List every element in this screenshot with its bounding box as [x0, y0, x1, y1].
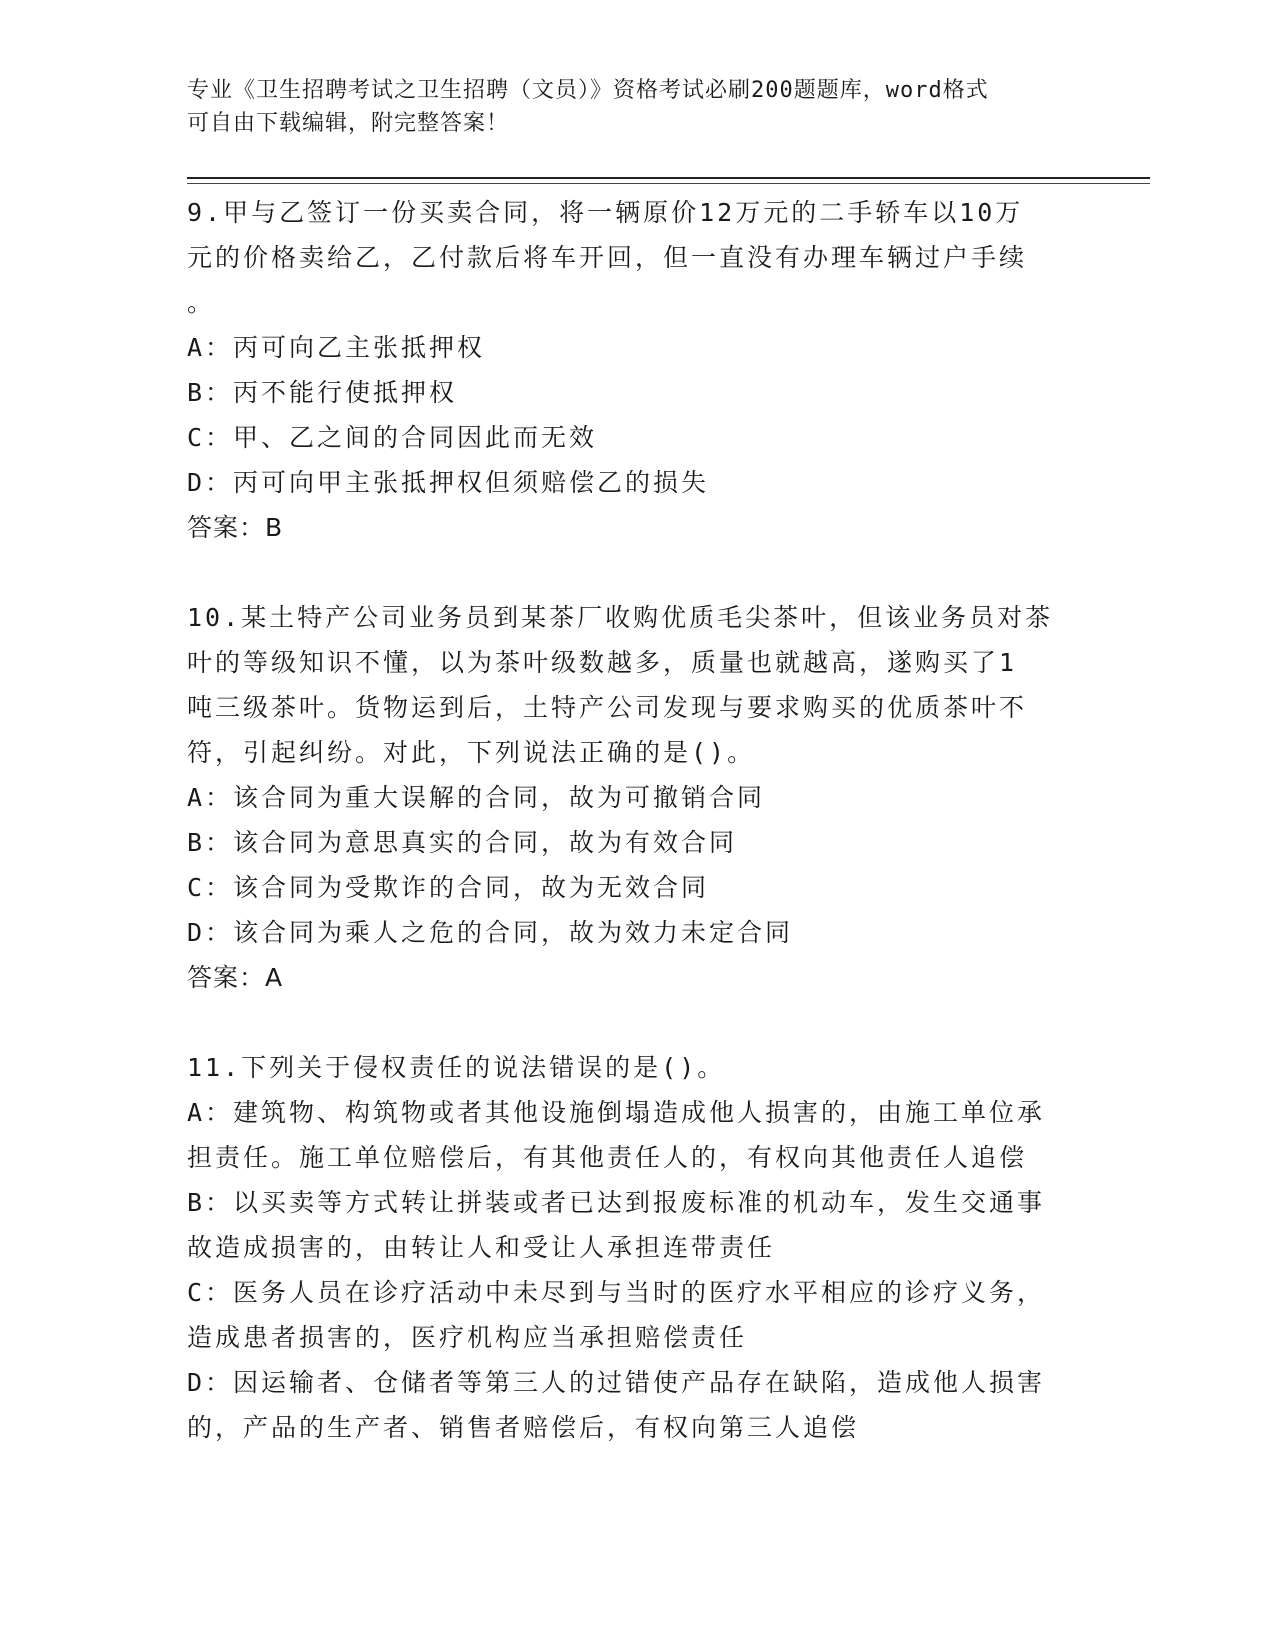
option-c: C：医务人员在诊疗活动中未尽到与当时的医疗水平相应的诊疗义务， [187, 1278, 1046, 1307]
question-list [187, 190, 1087, 1450]
answer-line: 答案：A [187, 963, 284, 992]
option-b: B：丙不能行使抵押权 [187, 378, 458, 407]
option-c-continued: 造成患者损害的，医疗机构应当承担赔偿责任 [187, 1323, 748, 1352]
option-c: C：甲、乙之间的合同因此而无效 [187, 423, 598, 452]
header-line: 可自由下载编辑，附完整答案！ [187, 111, 510, 136]
header-divider-thin [187, 183, 1150, 184]
document-header [187, 74, 1067, 140]
option-d: D：因运输者、仓储者等第三人的过错使产品存在缺陷，造成他人损害 [187, 1368, 1046, 1397]
option-c: C：该合同为受欺诈的合同，故为无效合同 [187, 873, 710, 902]
option-b: B：以买卖等方式转让拼装或者已达到报废标准的机动车，发生交通事 [187, 1188, 1046, 1217]
question-stem-line: 11.下列关于侵权责任的说法错误的是()。 [187, 1053, 726, 1082]
question-block [187, 1045, 1087, 1450]
header-line: 专业《卫生招聘考试之卫生招聘（文员）》资格考试必刷200题题库，word格式 [187, 78, 989, 103]
option-d: D：丙可向甲主张抵押权但须赔偿乙的损失 [187, 468, 710, 497]
option-a: A：建筑物、构筑物或者其他设施倒塌造成他人损害的，由施工单位承 [187, 1098, 1046, 1127]
option-b: B：该合同为意思真实的合同，故为有效合同 [187, 828, 738, 857]
question-block [187, 595, 1087, 1000]
question-stem-line: 吨三级茶叶。货物运到后，土特产公司发现与要求购买的优质茶叶不 [187, 693, 1028, 722]
option-d-continued: 的，产品的生产者、销售者赔偿后，有权向第三人追偿 [187, 1413, 860, 1442]
question-stem-line: 符，引起纠纷。对此，下列说法正确的是()。 [187, 738, 756, 767]
question-stem-line: 9.甲与乙签订一份买卖合同，将一辆原价12万元的二手轿车以10万 [187, 198, 1024, 227]
question-stem-line: 叶的等级知识不懂，以为茶叶级数越多，质量也就越高，遂购买了1 [187, 648, 1018, 677]
option-b-continued: 故造成损害的，由转让人和受让人承担连带责任 [187, 1233, 776, 1262]
question-stem-line: 。 [187, 288, 216, 317]
option-a: A：该合同为重大误解的合同，故为可撤销合同 [187, 783, 766, 812]
question-stem-line: 元的价格卖给乙，乙付款后将车开回，但一直没有办理车辆过户手续 [187, 243, 1028, 272]
question-block [187, 190, 1087, 550]
option-d: D：该合同为乘人之危的合同，故为效力未定合同 [187, 918, 794, 947]
answer-line: 答案：B [187, 513, 284, 542]
option-a-continued: 担责任。施工单位赔偿后，有其他责任人的，有权向其他责任人追偿 [187, 1143, 1028, 1172]
question-stem-line: 10.某土特产公司业务员到某茶厂收购优质毛尖茶叶，但该业务员对茶 [187, 603, 1054, 632]
option-a: A：丙可向乙主张抵押权 [187, 333, 486, 362]
header-divider [187, 177, 1150, 179]
